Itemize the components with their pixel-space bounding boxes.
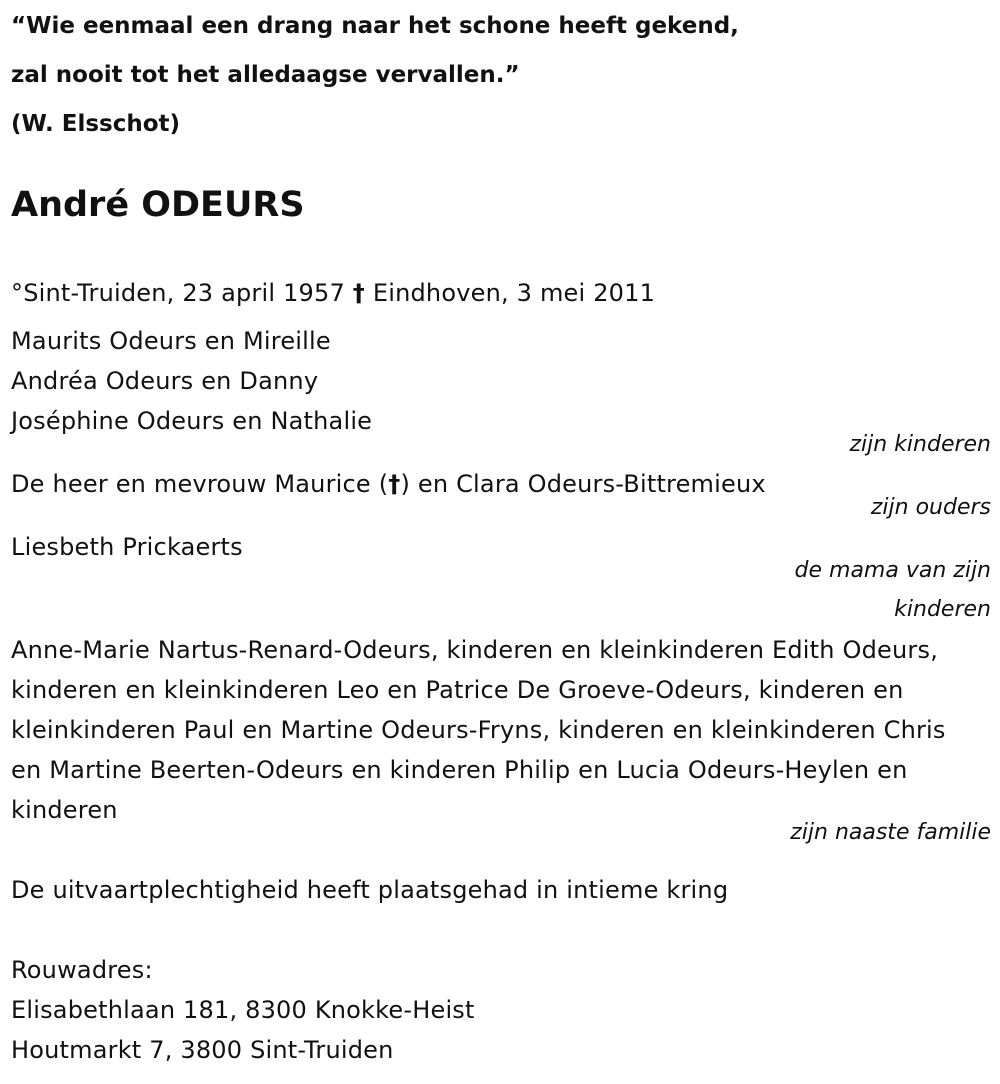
- address-label: Rouwadres:: [11, 956, 153, 984]
- deceased-name: André ODEURS: [11, 185, 305, 225]
- mother-name: Liesbeth Prickaerts: [11, 533, 243, 561]
- cross-icon: †: [352, 279, 365, 307]
- parents-role: zijn ouders: [870, 495, 991, 520]
- death-info: Eindhoven, 3 mei 2011: [372, 279, 656, 307]
- child-1: Maurits Odeurs en Mireille: [11, 327, 331, 355]
- mother-role-line-1: de mama van zijn: [794, 558, 991, 583]
- funeral-notice: De uitvaartplechtigheid heeft plaatsgehad in intieme kring: [11, 876, 729, 904]
- parents-text-after: ) en Clara Odeurs-Bittremieux: [400, 470, 766, 498]
- birth-info: °Sint-Truiden, 23 april 1957: [11, 279, 345, 307]
- quote-author: (W. Elsschot): [11, 111, 181, 137]
- cross-icon: †: [388, 470, 401, 498]
- address-line-1: Elisabethlaan 181, 8300 Knokke-Heist: [11, 996, 475, 1024]
- children-role: zijn kinderen: [849, 432, 991, 457]
- quote-line-2: zal nooit tot het alledaagse vervallen.”: [11, 62, 520, 88]
- quote-line-1: “Wie eenmaal een drang naar het schone heeft gekend,: [11, 13, 739, 39]
- parents-text-before: De heer en mevrouw Maurice (: [11, 470, 389, 498]
- family-role: zijn naaste familie: [790, 820, 991, 845]
- address-line-2: Houtmarkt 7, 3800 Sint-Truiden: [11, 1036, 394, 1064]
- family-paragraph: Anne-Marie Nartus-Renard-Odeurs, kinderen en kleinkinderen Edith Odeurs, kinderen en kleinkinderen Leo en Patrice De Groeve-Odeurs, kinderen en kleinkinderen Paul en Martine Odeurs-Fryns, kinderen en kleinkinderen Chris en Martine Beerten-Odeurs en kinderen Philip en Lucia Odeurs-Heylen en kinderen: [11, 636, 946, 824]
- parents-line: [11, 468, 766, 500]
- mother-role-line-2: kinderen: [894, 597, 991, 622]
- child-3: Joséphine Odeurs en Nathalie: [11, 407, 373, 435]
- birth-death-line: [11, 277, 655, 309]
- child-2: Andréa Odeurs en Danny: [11, 367, 319, 395]
